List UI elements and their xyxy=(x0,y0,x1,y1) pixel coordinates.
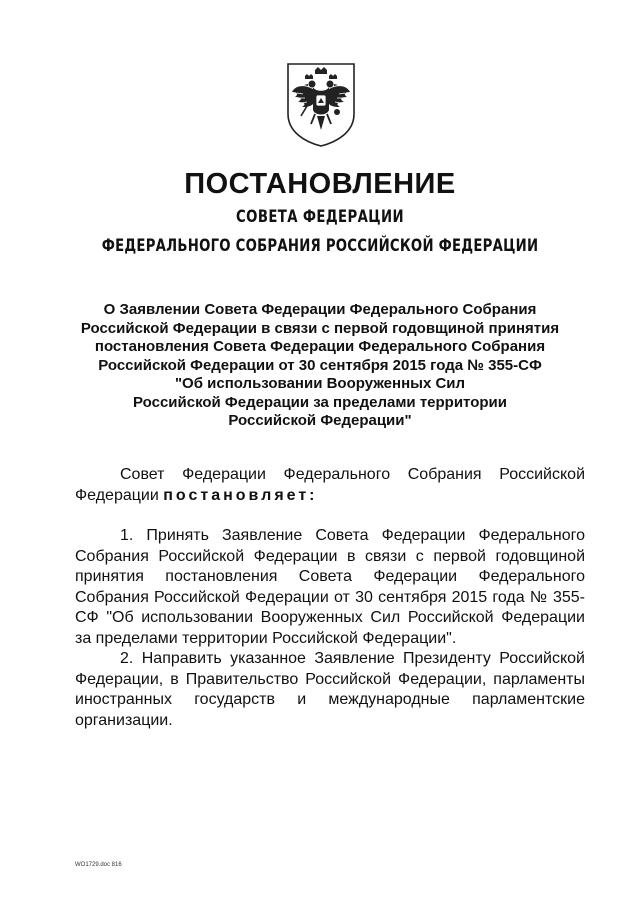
document-type-title: ПОСТАНОВЛЕНИЕ xyxy=(184,168,456,200)
preamble-paragraph xyxy=(75,465,585,506)
resolution-body xyxy=(75,465,585,731)
issuer-council-line: СОВЕТА ФЕДЕРАЦИИ xyxy=(236,207,404,227)
item-2-paragraph: 2. Направить указанное Заявление Президенту Российской Федерации, в Правительство Российской Федерации, парламенты иностранных государств и международные парламентские организации. xyxy=(75,650,585,729)
preamble-text: Совет Федерации Федерального Собрания Российской Федерации xyxy=(75,466,585,504)
subject-line: "Об использовании Вооруженных Сил xyxy=(174,375,466,392)
russian-coat-of-arms-icon xyxy=(285,62,357,148)
subject-line: Российской Федерации за пределами территории xyxy=(133,393,507,411)
item-1-paragraph: 1. Принять Заявление Совета Федерации Федерального Собрания Российской Федерации в связи с первой годовщиной принятия постановления Совета Федерации Федерального Собрания Российской Федерации от 30 сентября 2015 года № 355-СФ "Об использовании Вооруженных Сил Российской Федерации за пределами территории Российской Федерации". xyxy=(75,527,585,647)
subject-line: Российской Федерации от 30 сентября 2015 года № 355-СФ xyxy=(98,356,542,374)
subject-line: О Заявлении Совета Федерации Федерального Собрания xyxy=(103,301,537,318)
issuer-assembly-line: ФЕДЕРАЛЬНОГО СОБРАНИЯ РОССИЙСКОЙ ФЕДЕРАЦИИ xyxy=(101,236,539,256)
document-file-code: WO1729.doc 816 xyxy=(75,862,122,868)
subject-line: Российской Федерации в связи с первой годовщиной принятия xyxy=(80,319,560,337)
resolves-keyword: постановляет: xyxy=(163,486,318,504)
resolution-subject xyxy=(60,301,580,431)
subject-line: Российской Федерации" xyxy=(228,412,412,429)
subject-line: постановления Совета Федерации Федерального Собрания xyxy=(94,338,546,355)
